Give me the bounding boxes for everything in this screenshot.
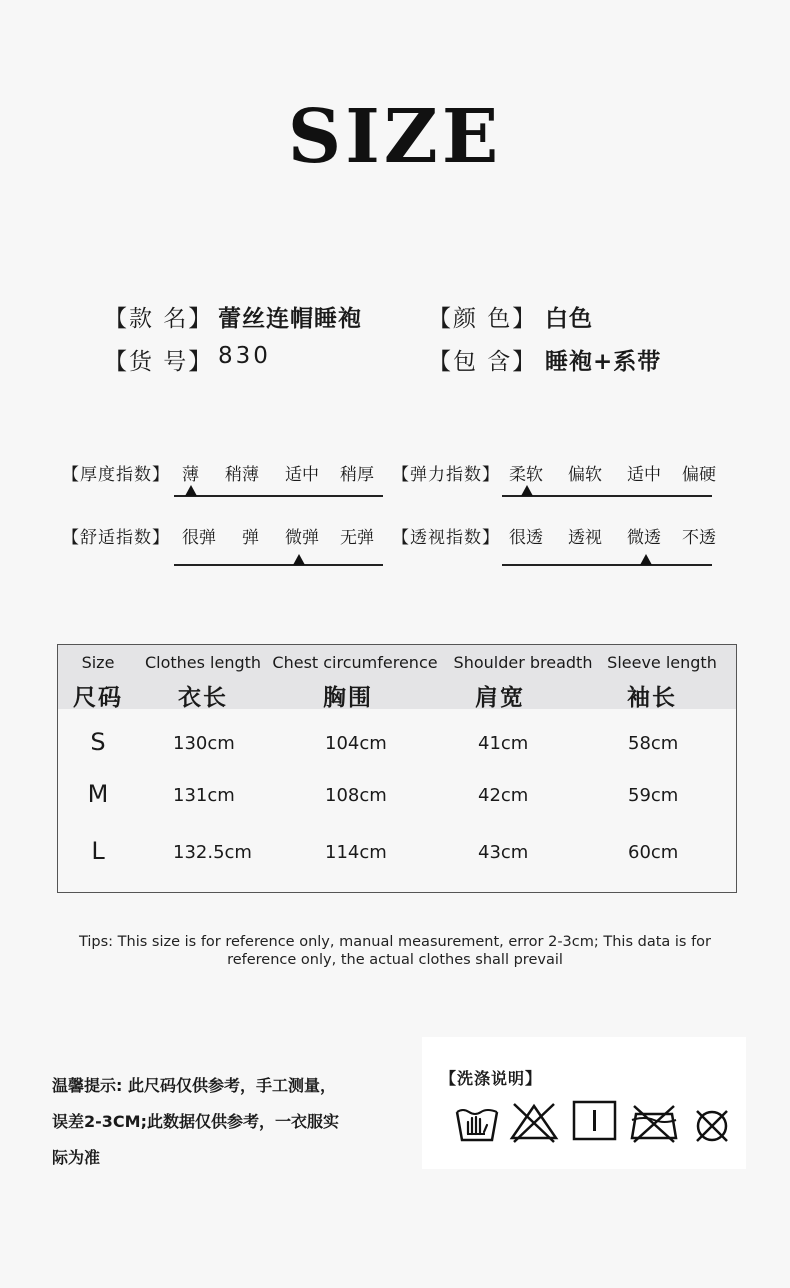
- warm-tip-line: 际为准: [52, 1148, 101, 1167]
- hand-wash-icon: [454, 1098, 500, 1144]
- table-cell-size: M: [87, 780, 109, 808]
- do-not-iron-icon: [628, 1098, 680, 1144]
- header-sleeve-zh: 袖长: [627, 685, 677, 711]
- sku-label: 【货 号】: [104, 349, 214, 375]
- transparency-marker-icon: [640, 554, 652, 565]
- header-chest-zh: 胸围: [323, 685, 373, 711]
- transparency-option: 微透: [627, 528, 661, 548]
- table-cell: 114cm: [325, 842, 387, 863]
- include-value: 睡袍+系带: [545, 349, 662, 375]
- table-cell-size: S: [90, 728, 106, 756]
- table-cell: 42cm: [478, 785, 529, 806]
- comfort-option: 微弹: [285, 528, 319, 548]
- color-value: 白色: [545, 306, 593, 332]
- table-cell: 132.5cm: [173, 842, 252, 863]
- tips-line: reference only, the actual clothes shall prevail: [227, 952, 563, 968]
- wash-instructions-title: 【洗涤说明】: [440, 1069, 543, 1088]
- tips-text: [60, 933, 730, 969]
- tips-line: Tips: This size is for reference only, manual measurement, error 2-3cm; This data is for: [78, 934, 712, 950]
- comfort-option: 弹: [242, 528, 259, 548]
- thickness-label: 【厚度指数】: [62, 465, 170, 485]
- header-shoulder-zh: 肩宽: [475, 685, 525, 711]
- elasticity-label: 【弹力指数】: [392, 465, 500, 485]
- header-sleeve-en: Sleeve length: [607, 653, 717, 672]
- sku-row: [104, 343, 213, 376]
- elasticity-scale-line: [502, 495, 712, 497]
- transparency-option: 不透: [682, 528, 716, 548]
- warm-tip: [52, 1068, 392, 1176]
- comfort-marker-icon: [293, 554, 305, 565]
- product-name-row: [104, 300, 213, 333]
- table-cell: 108cm: [325, 785, 387, 806]
- do-not-dry-clean-icon: [692, 1098, 732, 1144]
- comfort-option: 无弹: [340, 528, 374, 548]
- warm-tip-line: 温馨提示: 此尺码仅供参考，手工测量，: [52, 1076, 336, 1095]
- comfort-label: 【舒适指数】: [62, 528, 170, 548]
- product-name-value: 蕾丝连帽睡袍: [218, 306, 362, 332]
- transparency-scale-line: [502, 564, 712, 566]
- thickness-option: 适中: [285, 465, 319, 485]
- sku-value: 830: [218, 343, 271, 369]
- table-cell: 59cm: [628, 785, 679, 806]
- comfort-option: 很弹: [182, 528, 216, 548]
- color-row: [428, 300, 537, 333]
- include-label: 【包 含】: [428, 349, 538, 375]
- do-not-bleach-icon: [508, 1098, 560, 1144]
- warm-tip-line: 误差2-3CM;此数据仅供参考，一衣服实: [52, 1112, 339, 1131]
- table-cell: 41cm: [478, 733, 529, 754]
- header-size-zh: 尺码: [73, 685, 123, 711]
- elasticity-option: 偏硬: [682, 465, 716, 485]
- comfort-scale-line: [174, 564, 383, 566]
- thickness-option: 薄: [182, 465, 199, 485]
- page-title: SIZE: [287, 94, 503, 180]
- table-cell: 130cm: [173, 733, 235, 754]
- thickness-scale-line: [174, 495, 383, 497]
- hang-dry-icon: [572, 1098, 618, 1142]
- transparency-option: 很透: [509, 528, 543, 548]
- table-cell: 131cm: [173, 785, 235, 806]
- elasticity-option: 偏软: [568, 465, 602, 485]
- table-cell-size: L: [91, 837, 105, 865]
- header-length-en: Clothes length: [144, 653, 262, 672]
- header-length-zh: 衣长: [178, 685, 228, 711]
- thickness-option: 稍薄: [225, 465, 259, 485]
- transparency-option: 透视: [568, 528, 602, 548]
- elasticity-marker-icon: [521, 485, 533, 496]
- table-cell: 43cm: [478, 842, 529, 863]
- table-cell: 104cm: [325, 733, 387, 754]
- elasticity-option: 适中: [627, 465, 661, 485]
- thickness-option: 稍厚: [340, 465, 374, 485]
- header-size-en: Size: [81, 653, 115, 672]
- color-label: 【颜 色】: [428, 306, 538, 332]
- elasticity-option: 柔软: [509, 465, 543, 485]
- product-name-label: 【款 名】: [104, 306, 214, 332]
- header-shoulder-en: Shoulder breadth: [453, 653, 593, 672]
- header-chest-en: Chest circumference: [272, 653, 438, 672]
- thickness-marker-icon: [185, 485, 197, 496]
- table-cell: 60cm: [628, 842, 679, 863]
- transparency-label: 【透视指数】: [392, 528, 500, 548]
- table-cell: 58cm: [628, 733, 679, 754]
- include-row: [428, 343, 537, 376]
